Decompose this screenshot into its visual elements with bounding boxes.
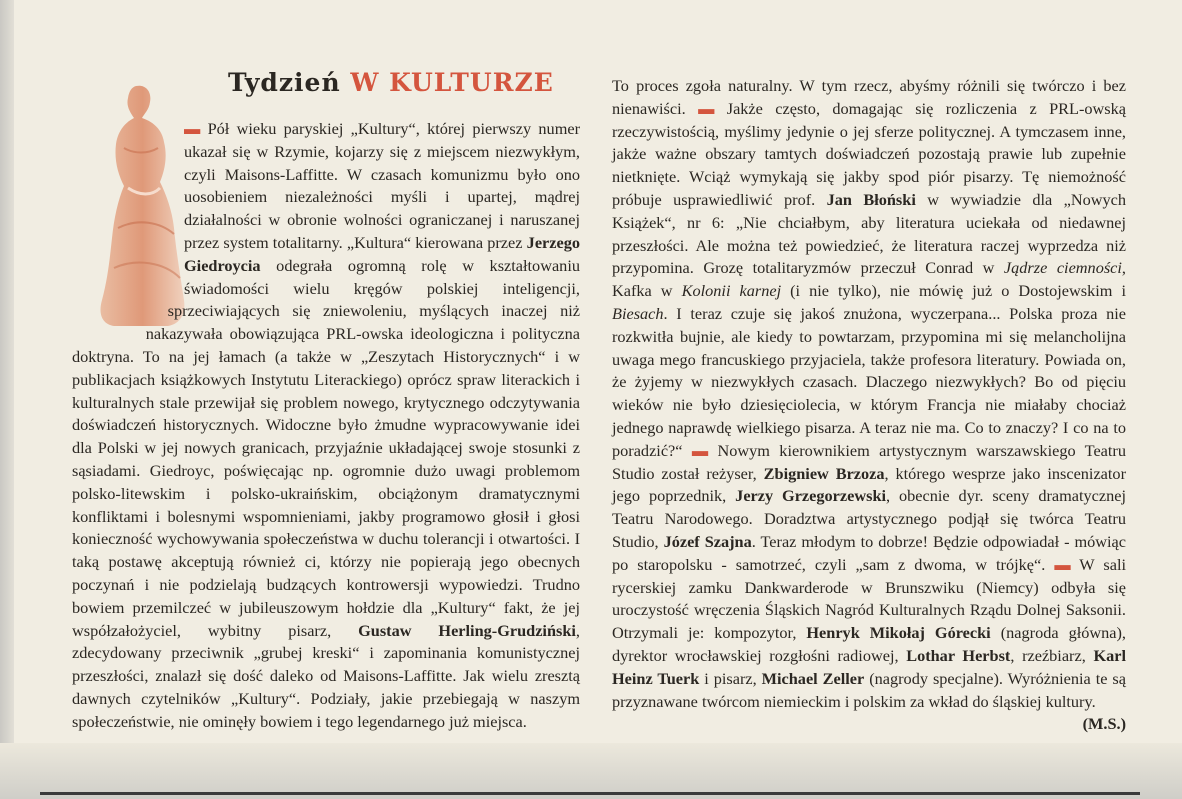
article-text: w wywiadzie dla „Nowych Książek“, nr 6: „Nie chciałbym, aby literatura uciekała od niedawnej przeszłości. Ale można też powiedzieć, że literatura raczej wyprzedza niż przypomina. Grozę totalitaryzmów przeczuł Conrad w	[612, 189, 1127, 278]
article-text: , obecnie dyr. sceny dramatycznej Teatru Narodowego. Doradztwa artystycznego podjął się twórca Teatru Studio,	[612, 486, 1127, 551]
article-text: Jakże często, domagając się rozliczenia z PRL-owską rzeczywistością, myślimy jedynie o jej sferze politycznej. A tymczasem inne, jakże ważne obszary tamtych doświadczeń pozostają prawie lub zupełnie nietknięte. Wciąż wymykają się jakby spod piór pisarzy. Tę niemożność próbuje usprawiedliwić prof.	[612, 98, 1127, 209]
article-text: Nowym kierownikiem artystycznym warszawskiego Teatru Studio został reżyser,	[612, 440, 1126, 483]
page-bottom-band	[0, 743, 1182, 799]
person-name: Henryk Mikołaj Górecki	[806, 623, 991, 643]
section-marker: ▬	[691, 440, 709, 460]
person-name: Jerzego Giedroycia	[184, 232, 580, 275]
person-name: Zbigniew Brzoza	[763, 463, 885, 483]
section-marker: ▬	[698, 98, 715, 118]
section-marker: ▬	[184, 119, 201, 138]
person-name: Lothar Herbst	[906, 645, 1011, 665]
book-title: Biesach	[612, 303, 664, 323]
section-header	[228, 68, 554, 97]
section-marker: ▬	[1054, 554, 1071, 574]
person-name: Józef Szajna	[663, 531, 752, 551]
article-text: odegrała ogromną rolę w kształtowaniu świadomości wielu kręgów polskiej inteligencji, sprzeciwiających się zniewoleniu, myślących inaczej niż nakazywała obowiązująca PRL-owska ideologiczna i polityczna doktryna. To na jej łamach (a także w „Zeszytach Historycznych“ i w publikacjach książkowych Instytutu Literackiego) oprócz spraw literackich i kulturalnych stale przewijał się problem nowego, krytycznego odczytywania doświadczeń historycznych. Widoczne było żmudne wypracowywanie idei dla Polski w jej nowych granicach, przyjaźnie układającej swoje stosunki z sąsiadami. Giedroyc, poświęcając np. ogromnie dużo uwagi problemom polsko-litewskim i polsko-ukraińskim, obciążonym dramatycznymi konfliktami i bolesnymi wspomnieniami, jakby programowo głosił i głosi konieczność wychowywania społeczeństwa w duchu tolerancji i otwartości. I taką postawę akceptują również ci, którzy nie popierają jego obecnych poczynań i nie podzielają budzących kontrowersji wypowiedzi. Trudno bowiem przemilczeć w jubileuszowym hołdzie dla „Kultury“ fakt, że jej współzałożyciel, wybitny pisarz,	[72, 255, 580, 640]
book-title: Jądrze ciemności	[1003, 258, 1122, 278]
article-text: (nagroda główna), dyrektor wrocławskiej rozgłośni radiowej,	[612, 623, 1127, 665]
article-text: i pisarz,	[699, 668, 762, 688]
article-text: Pół wieku paryskiej „Kultury“, której pierwszy numer ukazał się w Rzymie, kojarzy się z miejscem niezwykłym, czyli Maisons-Laffitte. W czasach komunizmu było ono uosobieniem niezależności myśli i upartej, mądrej działalności w obronie wolności ograniczanej i naruszanej przez system totalitarny. „Kultura“ kierowana przez	[184, 119, 581, 252]
article-column-left	[72, 118, 580, 734]
article-text: . Teraz młodym to dobrze! Będzie odpowiadał - mówiąc po staropolsku - samotrzeć, czyli „sam z dwoma, w trójkę“.	[612, 531, 1127, 574]
article-text: (i nie tylko), nie mówię już o Dostojewskim i	[781, 281, 1127, 301]
article-text: (nagrody specjalne). Wyróżnienia te są przyznawane twórcom niemieckim i polskim za wkład do śląskiej kultury.	[612, 668, 1126, 711]
person-name: Jerzy Grzegorzewski	[735, 486, 887, 506]
book-title: Kolonii karnej	[681, 281, 782, 301]
statue-text-wrap-spacer	[72, 118, 184, 330]
article-text: , zdecydowany przeciwnik „grubej kreski“ i zapominania komunistycznej przeszłości, znalazł się dość daleko od Maisons-Laffitte. Jak wielu zresztą dawnych czytelników „Kultury“. Podziały, jakie przebiegają w naszym społeczeństwie, nie ominęły bowiem i tego legendarnego już miejsca.	[72, 620, 580, 731]
article-text: . I teraz czuje się jakoś znużona, wyczerpana... Polska proza nie rozkwitła bujnie, ale kiedy to powtarzam, przypomina mi się melancholijna uwaga mego francuskiego przyjaciela, także profesora literatury. Powiada on, że żyjemy w niezwykłych czasach. Dlaczego niezwykłych? Bo od pięciu wieków nie było dziesięciolecia, w którym Francja nie miałaby chociaż jednego naprawdę wielkiego pisarza. A teraz nie ma. Co to znaczy? I co na to poradzić?“	[612, 303, 1126, 460]
article-text: , Kafka w	[612, 258, 1126, 301]
article-text: W sali rycerskiej zamku Dankwarderode w Brunszwiku (Niemcy) odbyła się uroczystość wręczenia Śląskich Nagród Kulturalnych Rządu Dolnej Saksonii. Otrzymali je: kompozytor,	[612, 554, 1127, 643]
article-column-right	[612, 75, 1126, 736]
person-name: Michael Zeller	[761, 668, 865, 688]
header-prefix: Tydzień	[228, 68, 351, 97]
person-name: Gustaw Herling-Grudziński	[358, 620, 576, 640]
article-text: To proces zgoła naturalny. W tym rzecz, abyśmy różnili się twórczo i bez nienawiści.	[612, 76, 1126, 118]
article-text: , którego wesprze jako inscenizator jego poprzednik,	[612, 463, 1126, 506]
page-bottom-rule	[40, 792, 1140, 795]
person-name: Jan Błoński	[826, 189, 916, 209]
header-highlight: W KULTURZE	[350, 68, 554, 97]
article-text: , rzeźbiarz,	[1010, 645, 1094, 665]
person-name: Karl Heinz Tuerk	[612, 645, 1126, 688]
page-edge-shadow	[0, 0, 14, 799]
author-signature: (M.S.)	[1082, 714, 1126, 734]
